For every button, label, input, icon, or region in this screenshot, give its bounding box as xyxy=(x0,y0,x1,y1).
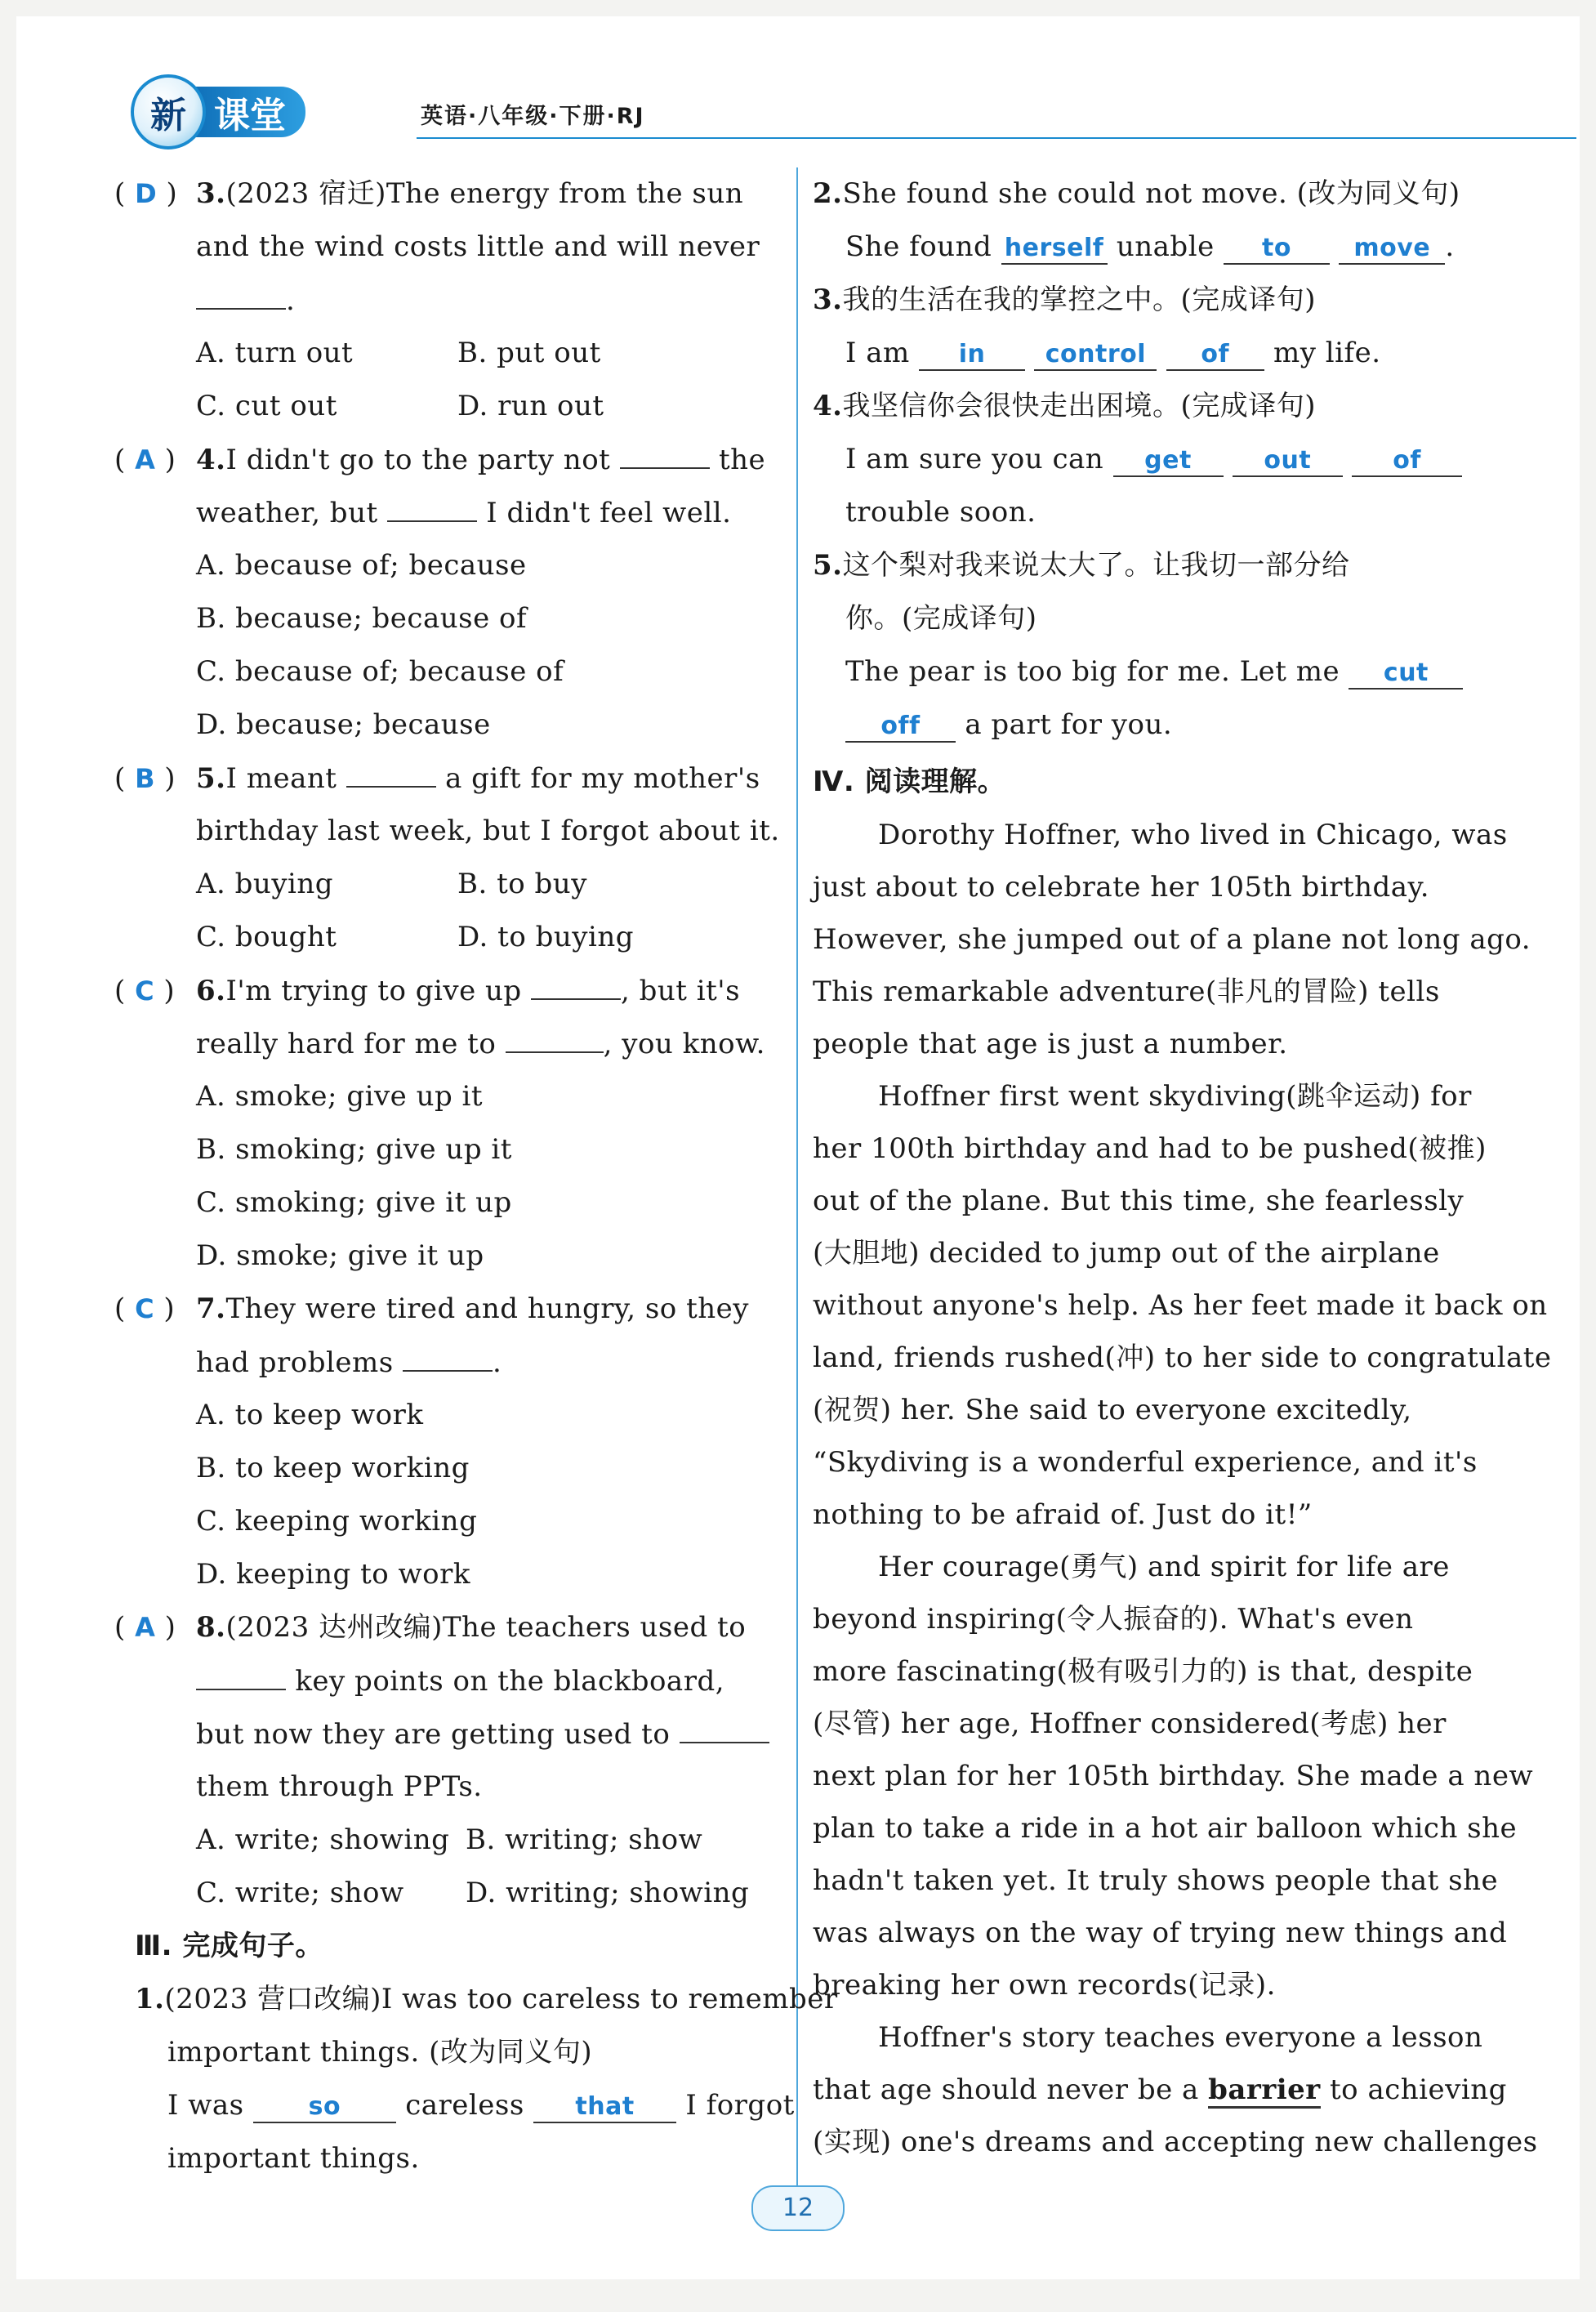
question-6-option-a: A. smoke; give up it xyxy=(196,1080,484,1113)
sentence-4: 4.我坚信你会很快走出困境。(完成译句) xyxy=(813,390,1317,422)
keyword-barrier: barrier xyxy=(1208,2073,1321,2109)
question-6-option-c: C. smoking; give it up xyxy=(196,1186,512,1219)
question-7: ( C ) 7.They were tired and hungry, so they xyxy=(114,1292,749,1325)
fill-get: get xyxy=(1113,446,1224,477)
section-4-heading: Ⅳ. 阅读理解。 xyxy=(813,765,1006,798)
answer-6: C xyxy=(135,975,155,1006)
question-6-line2: really hard for me to , you know. xyxy=(196,1025,765,1062)
question-5-line2: birthday last week, but I forgot about it. xyxy=(196,815,780,847)
fill-in: in xyxy=(919,340,1025,371)
question-6: ( C ) 6.I'm trying to give up , but it's xyxy=(114,972,740,1009)
sentence-1-line4: important things. xyxy=(167,2142,420,2175)
fill-out: out xyxy=(1233,446,1343,477)
sentence-1-line3: I was so careless that I forgot xyxy=(167,2089,795,2122)
question-8: ( A ) 8.(2023 达州改编)The teachers used to xyxy=(114,1611,747,1644)
page-number: 12 xyxy=(751,2185,845,2231)
question-6-option-b: B. smoking; give up it xyxy=(196,1133,512,1166)
question-4-option-c: C. because of; because of xyxy=(196,655,564,688)
brand-logo xyxy=(131,83,400,141)
fill-cut: cut xyxy=(1349,658,1463,690)
sentence-4-line3: trouble soon. xyxy=(845,496,1037,529)
fill-off: off xyxy=(845,712,956,743)
question-8-line2: key points on the blackboard, xyxy=(196,1663,724,1699)
question-7-line2: had problems . xyxy=(196,1344,502,1381)
blank xyxy=(387,494,477,522)
question-4-option-b: B. because; because of xyxy=(196,602,528,635)
question-8-line4: them through PPTs. xyxy=(196,1770,483,1803)
question-8-line3: but now they are getting used to xyxy=(196,1716,769,1752)
question-3-line2: and the wind costs little and will never xyxy=(196,230,760,263)
answer-5: B xyxy=(135,763,155,794)
question-5: ( B ) 5.I meant a gift for my mother's xyxy=(114,760,760,797)
answer-3: D xyxy=(135,178,158,209)
blank xyxy=(346,760,436,788)
sentence-3: 3.我的生活在我的掌控之中。(完成译句) xyxy=(813,283,1317,316)
book-subtitle: 英语·八年级·下册·RJ xyxy=(421,104,645,129)
question-7-option-b: B. to keep working xyxy=(196,1452,470,1484)
section-3-heading: Ⅲ. 完成句子。 xyxy=(135,1930,323,1962)
blank xyxy=(680,1716,769,1743)
fill-so: so xyxy=(253,2092,396,2123)
question-3: ( D ) 3.(2023 宿迁)The energy from the sun xyxy=(114,177,744,210)
sentence-5-line4: off a part for you. xyxy=(845,707,1172,743)
answer-8: A xyxy=(135,1612,156,1643)
logo-text: 课堂 xyxy=(191,87,305,137)
header-rule xyxy=(417,137,1576,139)
answer-7: C xyxy=(135,1293,155,1324)
passage-line-barrier: that age should never be a barrier to achieving xyxy=(813,2072,1507,2108)
sentence-2-line2: She found herself unable to move . xyxy=(845,230,1455,263)
question-4-line2: weather, but I didn't feel well. xyxy=(196,494,731,531)
question-7-option-d: D. keeping to work xyxy=(196,1558,470,1591)
question-7-option-a: A. to keep work xyxy=(196,1399,424,1431)
fill-herself: herself xyxy=(1001,234,1108,265)
column-divider xyxy=(796,167,798,2194)
page-header xyxy=(106,74,1495,155)
blank xyxy=(196,1663,286,1690)
sentence-5-line2: 你。(完成译句) xyxy=(845,602,1037,635)
question-6-option-d: D. smoke; give it up xyxy=(196,1239,484,1272)
question-4-option-d: D. because; because xyxy=(196,708,491,741)
fill-control: control xyxy=(1034,340,1157,371)
sentence-3-line2: I am in control of my life. xyxy=(845,337,1381,369)
blank xyxy=(620,441,710,469)
question-3-line3: . xyxy=(196,282,295,319)
fill-move: move xyxy=(1339,234,1445,265)
blank xyxy=(403,1344,493,1372)
fill-of: of xyxy=(1352,446,1462,477)
sentence-5-line3: The pear is too big for me. Let me cut xyxy=(845,654,1463,690)
sentence-4-line2: I am sure you can get out of xyxy=(845,441,1462,477)
sentence-2: 2.She found she could not move. (改为同义句) xyxy=(813,177,1460,210)
blank xyxy=(531,972,621,1000)
blank xyxy=(506,1025,604,1053)
fill-that: that xyxy=(533,2092,676,2123)
question-4: ( A ) 4.I didn't go to the party not the xyxy=(114,441,765,478)
sentence-1: 1.(2023 营口改编)I was too careless to remember xyxy=(135,1983,838,2015)
logo-badge: 新 xyxy=(131,74,206,150)
workbook-page: 新 课堂 英语·八年级·下册·RJ ( D ) 3.(2023 宿迁)The energy from the sun and the wind costs little and will never . A. turn out B. put out C. cut out D. run out ( A ) 4.I didn't go to the party not the weather, but I didn't feel well. A. because of; because B. because; because of C. because of; because of D. because; because ( B ) 5.I meant a gift for my mother's birthday last week, but I forgot about it. A. buying B. to buy C. bought D. to buying ( C ) 6.I'm trying to give up , but it's really hard for me to , you know. A. smoke; give up it B. smoking; give up it C. smoking; give it up D. smoke; give it up ( C ) 7.They were tired and hungry, so they had problems . A. to keep work B. to keep working C. keeping working D. keeping to work ( A ) 8.(2023 达州改编)The teachers used to key points on the blackboard, but now they are getting used to them through PPTs. A. write; showing B. writing; show C. write; show D. writing; showing Ⅲ. 完成句子。 1.(2023 营口改编)I was too careless to remember important things. (改为同义句) I was so careless that I forgot important things. 2.She found she could not move. (改为同义句) She found herself unable to move . 3.我的生活在我的掌控之中。(完成译句) I am in control of my life. 4.我坚信你会很快走出困境。(完成译句) I am sure you can get out of trouble soon. 5.这个梨对我来说太大了。让我切一部分给 你。(完成译句) The pear is too big for me. Let me cut off a part for you. Ⅳ. 阅读理解。 Dorothy Hoffner, who lived in Chicago, was just about to celebrate her 105th birthday. However, she jumped out of a plane not long ago. This remarkable adventure(非凡的冒险) tells people that age is just a number. Hoffner first went skydiving(跳伞运动) for her 100th birthday and had to be pushed(被推) out of the plane. But this time, she fearlessly (大胆地) decided to jump out of the airplane without anyone's help. As her feet made it back on land, friends rushed(冲) to her side to congratulate (祝贺) her. She said to everyone excitedly, “Skydiving is a wonderful experience, and it's nothing to be afraid of. Just do it!” Her courage(勇气) and spirit for life are beyond inspiring(令人振奋的). What's even more fascinating(极有吸引力的) is that, despite (尽管) her age, Hoffner considered(考虑) her next plan for her 105th birthday. She made a new plan to take a ride in a hot air balloon which she hadn't taken yet. It truly shows people that she was always on the way of trying new things and breaking her own records(记录). Hoffner's story teaches everyone a lesson that age should never be a barrier to achieving (实现) one's dreams and accepting new challenges 12 xyxy=(16,16,1580,2279)
question-7-option-c: C. keeping working xyxy=(196,1505,478,1538)
question-4-option-a: A. because of; because xyxy=(196,549,527,582)
sentence-1-line2: important things. (改为同义句) xyxy=(167,2036,593,2069)
fill-to: to xyxy=(1224,234,1330,265)
answer-4: A xyxy=(135,444,156,475)
sentence-5: 5.这个梨对我来说太大了。让我切一部分给 xyxy=(813,549,1350,582)
blank xyxy=(196,282,286,310)
fill-of: of xyxy=(1166,340,1264,371)
